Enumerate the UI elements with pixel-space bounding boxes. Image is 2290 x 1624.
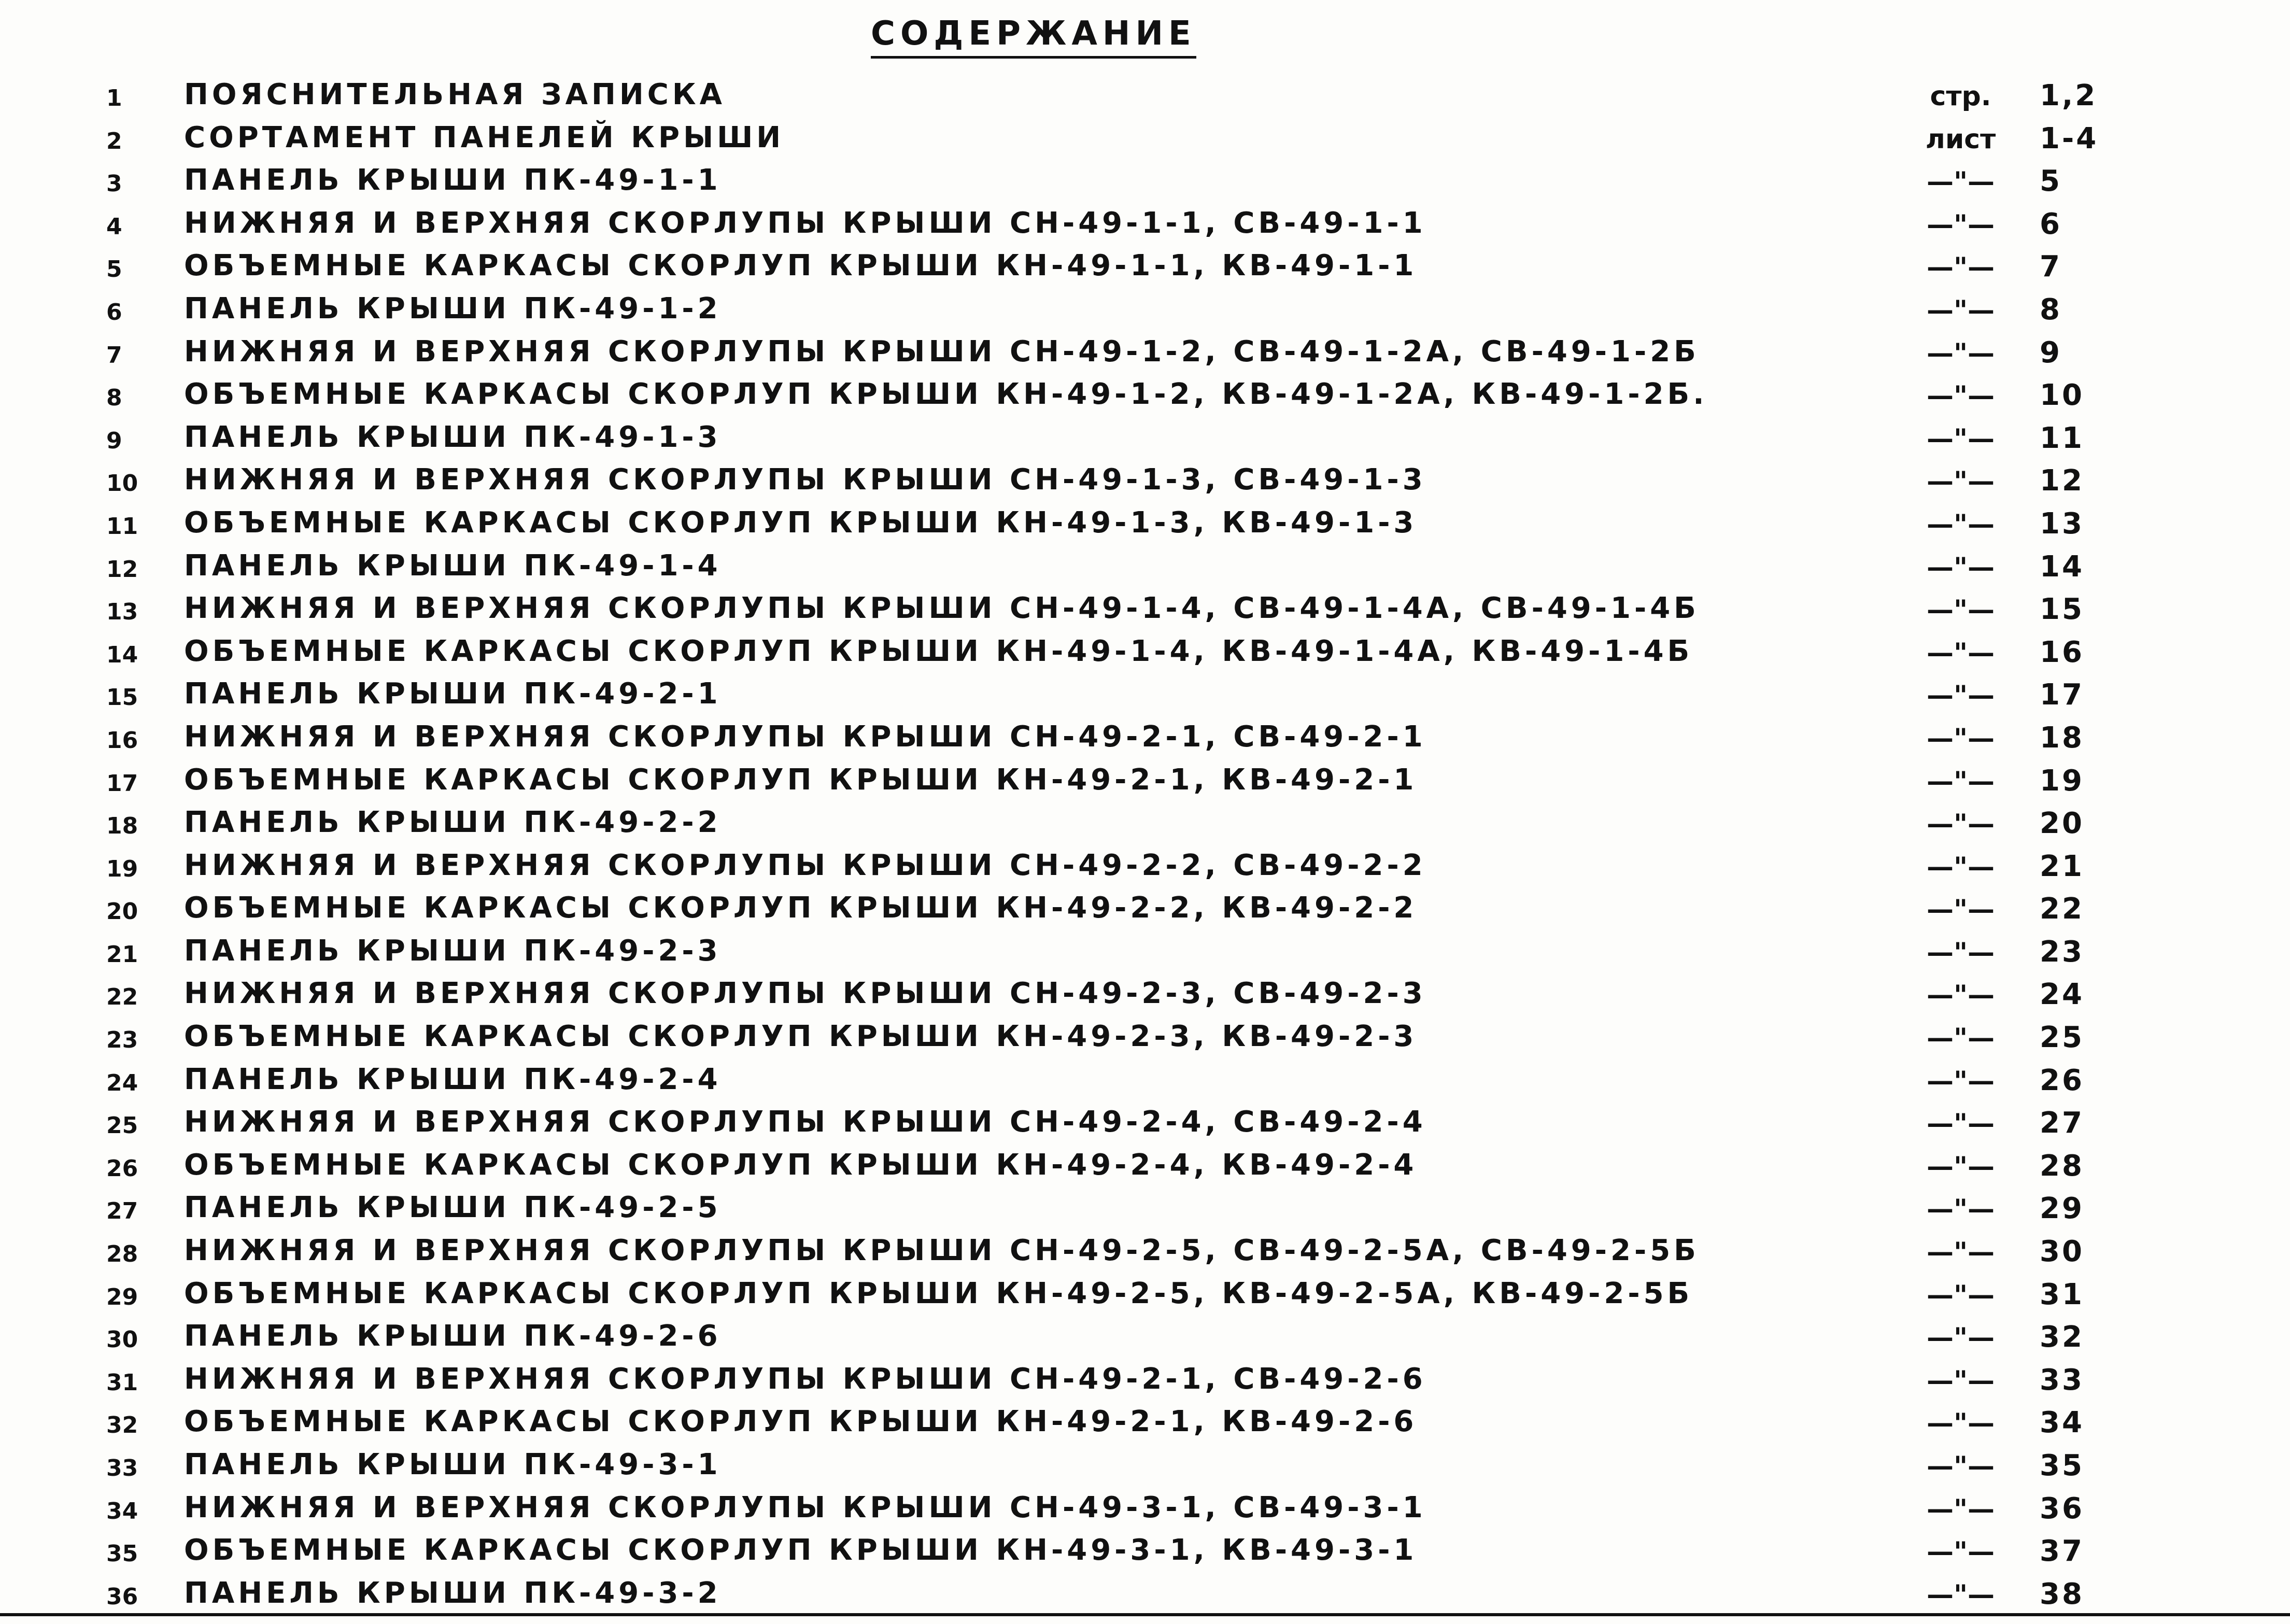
row-title: ПАНЕЛЬ КРЫШИ ПК-49-2-2 bbox=[184, 806, 722, 840]
row-page-number: 24 bbox=[2040, 978, 2084, 1012]
contents-row bbox=[0, 715, 2290, 758]
row-title: ОБЪЕМНЫЕ КАРКАСЫ СКОРЛУП КРЫШИ КН-49-3-1, КВ-49-3-1 bbox=[184, 1533, 1418, 1567]
row-page-number: 21 bbox=[2040, 849, 2084, 883]
row-page-number: 11 bbox=[2040, 421, 2084, 455]
row-sheet-ref: —"— bbox=[1926, 980, 1995, 1011]
row-page-number: 33 bbox=[2040, 1363, 2084, 1397]
contents-row bbox=[0, 1571, 2290, 1614]
row-page-number: 32 bbox=[2040, 1320, 2084, 1354]
row-number: 33 bbox=[106, 1455, 138, 1481]
row-sheet-ref: —"— bbox=[1926, 1108, 1995, 1140]
contents-row bbox=[0, 886, 2290, 929]
row-sheet-ref: —"— bbox=[1926, 809, 1995, 840]
contents-row bbox=[0, 1143, 2290, 1186]
row-page-number: 12 bbox=[2040, 464, 2084, 498]
row-sheet-ref: —"— bbox=[1926, 209, 1995, 241]
contents-row bbox=[0, 158, 2290, 201]
row-page-number: 13 bbox=[2040, 506, 2084, 541]
contents-row bbox=[0, 201, 2290, 244]
row-number: 7 bbox=[106, 342, 122, 369]
contents-row bbox=[0, 758, 2290, 801]
row-title: ОБЪЕМНЫЕ КАРКАСЫ СКОРЛУП КРЫШИ КН-49-2-2, КВ-49-2-2 bbox=[184, 891, 1418, 925]
contents-row bbox=[0, 1272, 2290, 1315]
row-page-number: 18 bbox=[2040, 721, 2084, 755]
contents-row bbox=[0, 1228, 2290, 1272]
row-number: 11 bbox=[106, 513, 138, 540]
row-page-number: 28 bbox=[2040, 1149, 2084, 1183]
row-page-number: 26 bbox=[2040, 1063, 2084, 1097]
row-number: 17 bbox=[106, 770, 138, 797]
row-number: 20 bbox=[106, 898, 138, 925]
row-sheet-ref: —"— bbox=[1926, 851, 1995, 883]
row-page-number: 29 bbox=[2040, 1192, 2084, 1226]
row-number: 4 bbox=[106, 213, 122, 240]
row-number: 8 bbox=[106, 385, 122, 412]
row-title: ПАНЕЛЬ КРЫШИ ПК-49-1-4 bbox=[184, 548, 722, 583]
row-number: 36 bbox=[106, 1583, 138, 1610]
row-sheet-ref: —"— bbox=[1926, 1408, 1995, 1439]
row-number: 5 bbox=[106, 256, 122, 283]
row-sheet-ref: —"— bbox=[1926, 1493, 1995, 1525]
contents-row bbox=[0, 501, 2290, 544]
row-title: НИЖНЯЯ И ВЕРХНЯЯ СКОРЛУПЫ КРЫШИ СН-49-1-3, СВ-49-1-3 bbox=[184, 463, 1426, 497]
row-number: 1 bbox=[106, 85, 122, 111]
row-title: ПАНЕЛЬ КРЫШИ ПК-49-1-3 bbox=[184, 420, 722, 454]
row-sheet-ref: —"— bbox=[1926, 723, 1995, 754]
row-number: 23 bbox=[106, 1027, 138, 1054]
row-page-number: 38 bbox=[2040, 1577, 2084, 1611]
row-number: 21 bbox=[106, 941, 138, 968]
row-sheet-ref: —"— bbox=[1926, 294, 1995, 326]
row-sheet-ref: —"— bbox=[1926, 1579, 1995, 1611]
row-page-number: 34 bbox=[2040, 1406, 2084, 1440]
row-number: 28 bbox=[106, 1241, 138, 1268]
contents-row bbox=[0, 458, 2290, 501]
row-title: ОБЪЕМНЫЕ КАРКАСЫ СКОРЛУП КРЫШИ КН-49-1-1, КВ-49-1-1 bbox=[184, 249, 1418, 283]
contents-row bbox=[0, 1014, 2290, 1057]
contents-row bbox=[0, 372, 2290, 415]
row-sheet-ref: —"— bbox=[1926, 937, 1995, 968]
row-page-number: 9 bbox=[2040, 335, 2062, 370]
contents-row bbox=[0, 1486, 2290, 1529]
row-sheet-ref: —"— bbox=[1926, 1151, 1995, 1182]
contents-row bbox=[0, 629, 2290, 672]
row-number: 3 bbox=[106, 171, 122, 197]
contents-row bbox=[0, 1100, 2290, 1143]
contents-row bbox=[0, 415, 2290, 458]
row-number: 30 bbox=[106, 1326, 138, 1353]
row-number: 18 bbox=[106, 813, 138, 840]
row-title: ОБЪЕМНЫЕ КАРКАСЫ СКОРЛУП КРЫШИ КН-49-2-1, КВ-49-2-6 bbox=[184, 1405, 1418, 1439]
row-number: 16 bbox=[106, 727, 138, 754]
row-sheet-ref: —"— bbox=[1926, 1194, 1995, 1225]
row-page-number: 6 bbox=[2040, 207, 2062, 241]
row-sheet-ref: —"— bbox=[1926, 1322, 1995, 1354]
row-number: 27 bbox=[106, 1198, 138, 1225]
row-number: 26 bbox=[106, 1155, 138, 1182]
row-page-number: 1,2 bbox=[2040, 79, 2098, 112]
row-title: ПАНЕЛЬ КРЫШИ ПК-49-2-3 bbox=[184, 934, 722, 968]
row-number: 15 bbox=[106, 684, 138, 711]
row-title: ПОЯСНИТЕЛЬНАЯ ЗАПИСКА bbox=[184, 78, 726, 111]
row-sheet-ref: —"— bbox=[1926, 1451, 1995, 1482]
row-number: 22 bbox=[106, 984, 138, 1011]
row-title: ОБЪЕМНЫЕ КАРКАСЫ СКОРЛУП КРЫШИ КН-49-2-5, КВ-49-2-5А, КВ-49-2-5Б bbox=[184, 1276, 1693, 1310]
row-sheet-ref: —"— bbox=[1926, 637, 1995, 669]
row-title: ОБЪЕМНЫЕ КАРКАСЫ СКОРЛУП КРЫШИ КН-49-2-3, КВ-49-2-3 bbox=[184, 1020, 1418, 1054]
row-page-number: 17 bbox=[2040, 678, 2084, 712]
row-title: НИЖНЯЯ И ВЕРХНЯЯ СКОРЛУПЫ КРЫШИ СН-49-2-3, СВ-49-2-3 bbox=[184, 977, 1426, 1011]
row-number: 31 bbox=[106, 1369, 138, 1396]
row-number: 14 bbox=[106, 641, 138, 668]
contents-row bbox=[0, 244, 2290, 287]
row-page-number: 7 bbox=[2040, 250, 2062, 284]
contents-row bbox=[0, 929, 2290, 972]
contents-row bbox=[0, 544, 2290, 587]
row-number: 9 bbox=[106, 427, 122, 454]
row-number: 6 bbox=[106, 299, 122, 326]
row-title: НИЖНЯЯ И ВЕРХНЯЯ СКОРЛУПЫ КРЫШИ СН-49-1-4, СВ-49-1-4А, СВ-49-1-4Б bbox=[184, 591, 1700, 626]
contents-row bbox=[0, 1185, 2290, 1228]
row-number: 10 bbox=[106, 470, 138, 497]
row-sheet-ref: —"— bbox=[1926, 1279, 1995, 1311]
row-sheet-ref: —"— bbox=[1926, 166, 1995, 198]
row-page-number: 23 bbox=[2040, 935, 2084, 969]
contents-row bbox=[0, 116, 2290, 159]
contents-row bbox=[0, 1314, 2290, 1357]
contents-row bbox=[0, 1400, 2290, 1443]
row-sheet-ref: —"— bbox=[1926, 1237, 1995, 1268]
row-sheet-ref: —"— bbox=[1926, 252, 1995, 284]
row-number: 19 bbox=[106, 855, 138, 882]
row-sheet-ref: —"— bbox=[1926, 552, 1995, 583]
row-sheet-ref: —"— bbox=[1926, 894, 1995, 926]
row-page-number: 35 bbox=[2040, 1449, 2084, 1482]
contents-row bbox=[0, 1443, 2290, 1486]
row-title: ПАНЕЛЬ КРЫШИ ПК-49-2-1 bbox=[184, 677, 722, 711]
contents-row bbox=[0, 1357, 2290, 1400]
row-title: ПАНЕЛЬ КРЫШИ ПК-49-2-6 bbox=[184, 1319, 722, 1353]
row-title: ОБЪЕМНЫЕ КАРКАСЫ СКОРЛУП КРЫШИ КН-49-2-4, КВ-49-2-4 bbox=[184, 1148, 1418, 1182]
row-page-number: 8 bbox=[2040, 292, 2062, 327]
row-sheet-ref: —"— bbox=[1926, 766, 1995, 797]
contents-row bbox=[0, 843, 2290, 886]
row-title: НИЖНЯЯ И ВЕРХНЯЯ СКОРЛУПЫ КРЫШИ СН-49-2-1, СВ-49-2-6 bbox=[184, 1362, 1426, 1396]
row-page-number: 14 bbox=[2040, 549, 2084, 584]
row-page-number: 25 bbox=[2040, 1021, 2084, 1055]
contents-row bbox=[0, 971, 2290, 1014]
row-title: НИЖНЯЯ И ВЕРХНЯЯ СКОРЛУПЫ КРЫШИ СН-49-2-2, СВ-49-2-2 bbox=[184, 848, 1426, 882]
row-page-number: 36 bbox=[2040, 1491, 2084, 1526]
row-number: 35 bbox=[106, 1541, 138, 1567]
row-number: 25 bbox=[106, 1112, 138, 1139]
contents-row bbox=[0, 73, 2290, 116]
row-sheet-ref: —"— bbox=[1926, 337, 1995, 369]
page-title: СОДЕРЖАНИЕ bbox=[871, 15, 1196, 59]
row-sheet-ref: —"— bbox=[1926, 680, 1995, 712]
row-number: 24 bbox=[106, 1069, 138, 1096]
row-page-number: 20 bbox=[2040, 807, 2084, 841]
row-page-number: 15 bbox=[2040, 592, 2084, 627]
row-title: ПАНЕЛЬ КРЫШИ ПК-49-2-5 bbox=[184, 1191, 722, 1225]
row-page-number: 27 bbox=[2040, 1106, 2084, 1140]
row-title: НИЖНЯЯ И ВЕРХНЯЯ СКОРЛУПЫ КРЫШИ СН-49-2-1, СВ-49-2-1 bbox=[184, 719, 1426, 754]
row-title: НИЖНЯЯ И ВЕРХНЯЯ СКОРЛУПЫ КРЫШИ СН-49-1-1, СВ-49-1-1 bbox=[184, 206, 1426, 240]
row-number: 29 bbox=[106, 1283, 138, 1310]
row-title: ПАНЕЛЬ КРЫШИ ПК-49-3-2 bbox=[184, 1576, 722, 1610]
row-sheet-ref: —"— bbox=[1926, 1023, 1995, 1054]
row-title: НИЖНЯЯ И ВЕРХНЯЯ СКОРЛУПЫ КРЫШИ СН-49-1-2, СВ-49-1-2А, СВ-49-1-2Б bbox=[184, 334, 1700, 369]
contents-list bbox=[0, 73, 2290, 1614]
contents-row bbox=[0, 1057, 2290, 1100]
row-title: НИЖНЯЯ И ВЕРХНЯЯ СКОРЛУПЫ КРЫШИ СН-49-2-5, СВ-49-2-5А, СВ-49-2-5Б bbox=[184, 1234, 1700, 1268]
row-title: НИЖНЯЯ И ВЕРХНЯЯ СКОРЛУПЫ КРЫШИ СН-49-3-1, СВ-49-3-1 bbox=[184, 1490, 1426, 1524]
row-sheet-ref: —"— bbox=[1926, 423, 1995, 455]
row-page-number: 10 bbox=[2040, 378, 2084, 413]
row-sheet-ref: —"— bbox=[1926, 509, 1995, 540]
contents-row bbox=[0, 672, 2290, 715]
row-sheet-ref: лист bbox=[1925, 123, 1996, 155]
row-page-number: 19 bbox=[2040, 764, 2084, 798]
row-page-number: 31 bbox=[2040, 1277, 2084, 1311]
row-sheet-ref: —"— bbox=[1926, 466, 1995, 498]
row-sheet-ref: стр. bbox=[1930, 81, 1991, 112]
row-page-number: 16 bbox=[2040, 635, 2084, 669]
row-title: ОБЪЕМНЫЕ КАРКАСЫ СКОРЛУП КРЫШИ КН-49-2-1, КВ-49-2-1 bbox=[184, 762, 1418, 797]
contents-row bbox=[0, 800, 2290, 843]
row-title: ПАНЕЛЬ КРЫШИ ПК-49-1-1 bbox=[184, 163, 722, 197]
row-page-number: 30 bbox=[2040, 1235, 2084, 1269]
row-number: 2 bbox=[106, 128, 122, 154]
row-page-number: 1-4 bbox=[2040, 121, 2099, 156]
contents-row bbox=[0, 287, 2290, 330]
row-title: СОРТАМЕНТ ПАНЕЛЕЙ КРЫШИ bbox=[184, 120, 785, 154]
row-number: 34 bbox=[106, 1498, 138, 1524]
row-page-number: 37 bbox=[2040, 1534, 2084, 1569]
row-title: ПАНЕЛЬ КРЫШИ ПК-49-2-4 bbox=[184, 1062, 722, 1096]
row-page-number: 22 bbox=[2040, 892, 2084, 926]
bottom-border-line bbox=[0, 1613, 2290, 1616]
row-title: НИЖНЯЯ И ВЕРХНЯЯ СКОРЛУПЫ КРЫШИ СН-49-2-4, СВ-49-2-4 bbox=[184, 1105, 1426, 1139]
row-sheet-ref: —"— bbox=[1926, 595, 1995, 626]
row-title: ПАНЕЛЬ КРЫШИ ПК-49-3-1 bbox=[184, 1448, 722, 1481]
row-title: ОБЪЕМНЫЕ КАРКАСЫ СКОРЛУП КРЫШИ КН-49-1-3, КВ-49-1-3 bbox=[184, 505, 1418, 540]
row-number: 12 bbox=[106, 556, 138, 583]
contents-row bbox=[0, 330, 2290, 373]
row-title: ОБЪЕМНЫЕ КАРКАСЫ СКОРЛУП КРЫШИ КН-49-1-4, КВ-49-1-4А, КВ-49-1-4Б bbox=[184, 634, 1693, 668]
row-sheet-ref: —"— bbox=[1926, 1365, 1995, 1396]
row-title: ОБЪЕМНЫЕ КАРКАСЫ СКОРЛУП КРЫШИ КН-49-1-2, КВ-49-1-2А, КВ-49-1-2Б. bbox=[184, 377, 1708, 412]
row-title: ПАНЕЛЬ КРЫШИ ПК-49-1-2 bbox=[184, 291, 722, 326]
contents-row bbox=[0, 586, 2290, 629]
row-number: 13 bbox=[106, 599, 138, 626]
row-page-number: 5 bbox=[2040, 164, 2062, 199]
row-sheet-ref: —"— bbox=[1926, 1065, 1995, 1097]
row-sheet-ref: —"— bbox=[1926, 1536, 1995, 1568]
contents-row bbox=[0, 1528, 2290, 1571]
row-number: 32 bbox=[106, 1412, 138, 1439]
row-sheet-ref: —"— bbox=[1926, 380, 1995, 412]
